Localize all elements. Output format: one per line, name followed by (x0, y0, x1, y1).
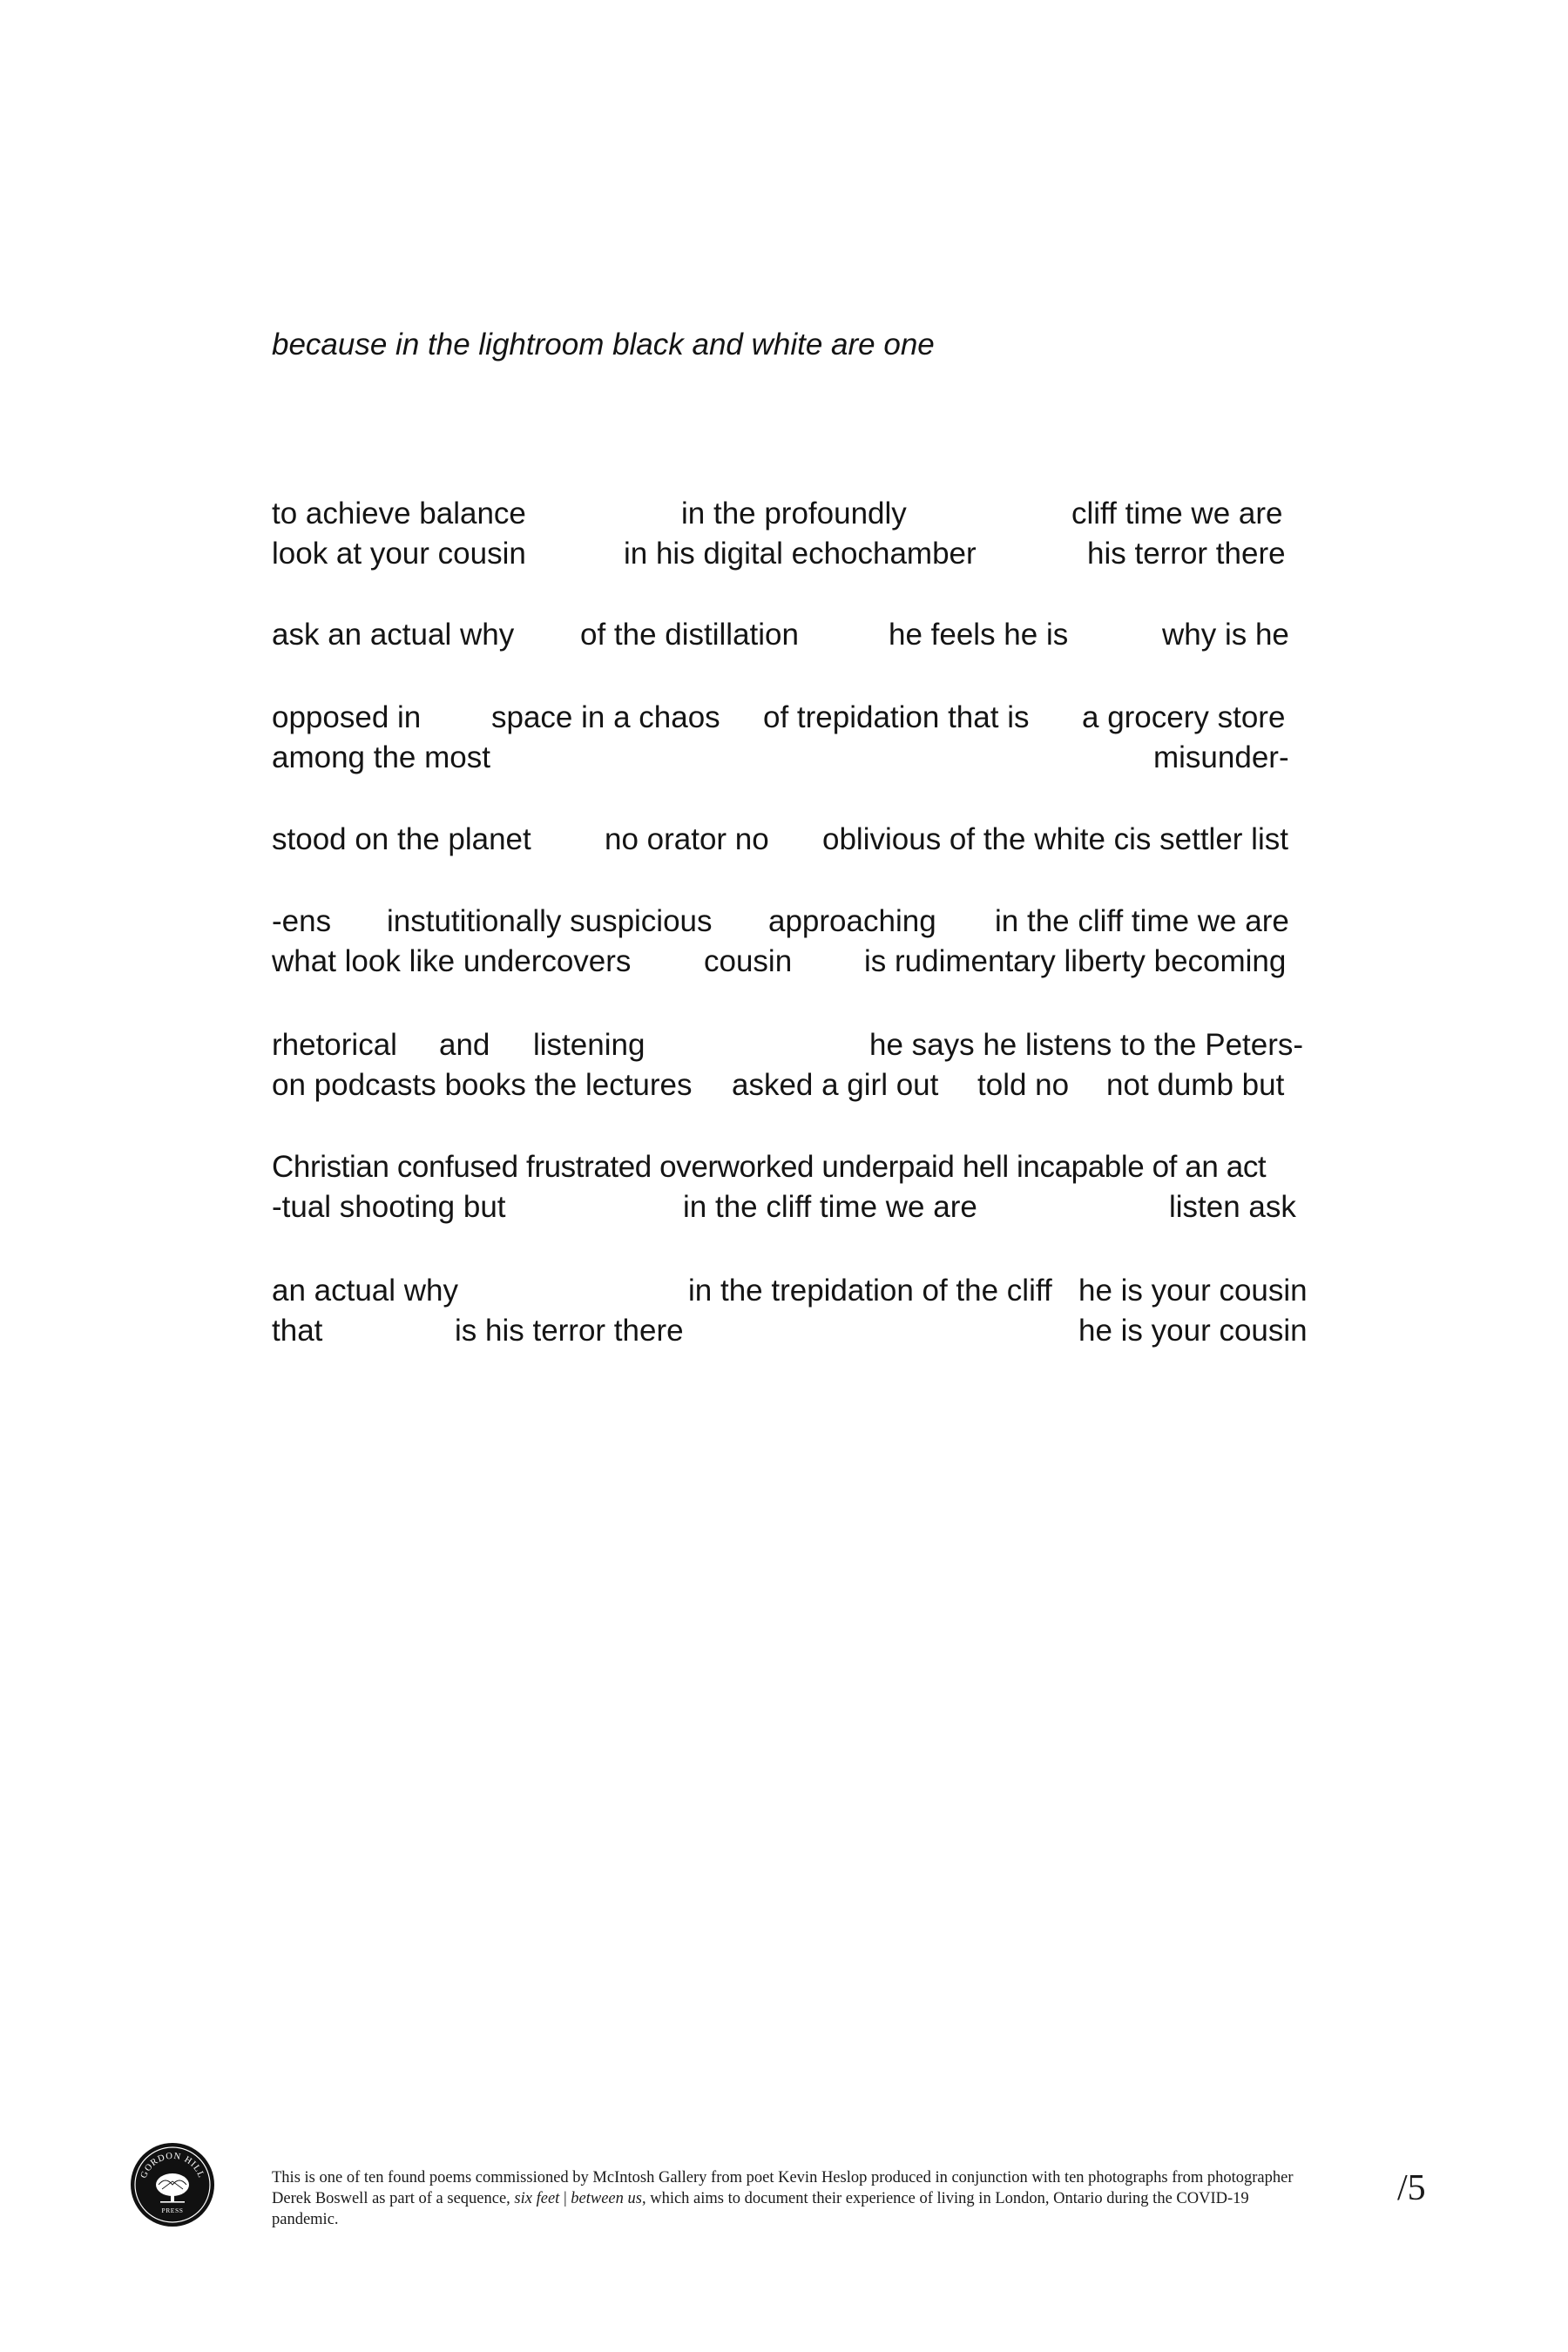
poem-line (272, 1270, 1308, 1312)
poem-segment: of the distillation (580, 618, 799, 652)
gordon-hill-press-logo (129, 2141, 216, 2228)
poem-line (272, 1064, 1300, 1106)
poem-segment: cousin (704, 944, 793, 978)
poem-segment: rhetorical (272, 1028, 397, 1062)
poem-line (272, 533, 1300, 575)
poem-segment: a grocery store (1082, 700, 1286, 734)
poem-segment: in the cliff time we are (683, 1190, 977, 1224)
poem-segment: look at your cousin (272, 537, 526, 571)
footer-note (272, 2167, 1317, 2230)
page-number: /5 (1397, 2168, 1426, 2208)
poem-segment: listening (533, 1028, 645, 1062)
poem-title: because in the lightroom black and white are one (272, 328, 935, 362)
logo-press-text: PRESS (161, 2207, 184, 2214)
poem-segment: why is he (1162, 618, 1289, 652)
poem-line (272, 493, 1300, 535)
poem-line (272, 737, 1300, 779)
poem-segment: what look like undercovers (272, 944, 632, 978)
poem-segment: oblivious of the white cis settler list (822, 822, 1288, 856)
poem-segment: -tual shooting but (272, 1190, 506, 1224)
logo-arc-text: GORDON HILL (139, 2151, 206, 2180)
footer-note-text: This is one of ten found poems commissioned by McIntosh Gallery from poet Kevin Heslop produced in conjunction with ten photographs from photographer Derek Boswell as part of a sequence, (272, 2169, 1294, 2207)
poem-segment: asked a girl out (732, 1068, 939, 1102)
footer-note-italic: between us (571, 2190, 642, 2207)
poem-line (272, 614, 1300, 656)
poem-segment: that (272, 1314, 323, 1348)
footer-note-italic: six feet (514, 2190, 560, 2207)
poem-segment: his terror there (1087, 537, 1286, 571)
poem-segment: misunder- (1153, 740, 1289, 774)
poem-segment: not dumb but (1106, 1068, 1285, 1102)
footer-note-separator: | (559, 2190, 571, 2207)
poem-segment: is his terror there (455, 1314, 684, 1348)
poem-segment: he is your cousin (1078, 1314, 1308, 1348)
poem-line (272, 1186, 1300, 1228)
poem-segment: Christian confused frustrated overworked underpaid hell incapable of an act (272, 1150, 1267, 1184)
poem-segment: in the cliff time we are (995, 904, 1289, 938)
poem-line (272, 901, 1300, 943)
poem-line (272, 1146, 1300, 1188)
poem-segment: he says he listens to the Peters- (869, 1028, 1304, 1062)
poem-segment: and (439, 1028, 490, 1062)
poem-segment: he is your cousin (1078, 1274, 1308, 1308)
poem-segment: among the most (272, 740, 490, 774)
poem-line (272, 1024, 1304, 1066)
poem-segment: of trepidation that is (763, 700, 1030, 734)
poem-line (272, 819, 1300, 861)
poem-segment: told no (977, 1068, 1070, 1102)
poem-line (272, 697, 1300, 739)
poem-segment: to achieve balance (272, 497, 526, 531)
poem-segment: space in a chaos (491, 700, 720, 734)
poem-segment: cliff time we are (1071, 497, 1283, 531)
footer-note-text: , which aims to document their experience of living in London, Ontario during the COVID-19 pandemic. (272, 2190, 1249, 2228)
poem-segment: -ens (272, 904, 332, 938)
poem-segment: listen ask (1169, 1190, 1296, 1224)
poem-segment: opposed in (272, 700, 422, 734)
poem-segment: is rudimentary liberty becoming (864, 944, 1287, 978)
poem-segment: an actual why (272, 1274, 459, 1308)
poem-segment: stood on the planet (272, 822, 531, 856)
poem-segment: instutitionally suspicious (387, 904, 713, 938)
poem-segment: approaching (768, 904, 936, 938)
poem-segment: no orator no (605, 822, 769, 856)
poem-segment: in the trepidation of the cliff (688, 1274, 1052, 1308)
poem-segment: ask an actual why (272, 618, 515, 652)
poem-line (272, 941, 1300, 983)
poem-segment: in his digital echochamber (624, 537, 977, 571)
poem-segment: in the profoundly (681, 497, 907, 531)
poem-segment: on podcasts books the lectures (272, 1068, 693, 1102)
poem-line (272, 1310, 1308, 1352)
poem-segment: he feels he is (889, 618, 1069, 652)
